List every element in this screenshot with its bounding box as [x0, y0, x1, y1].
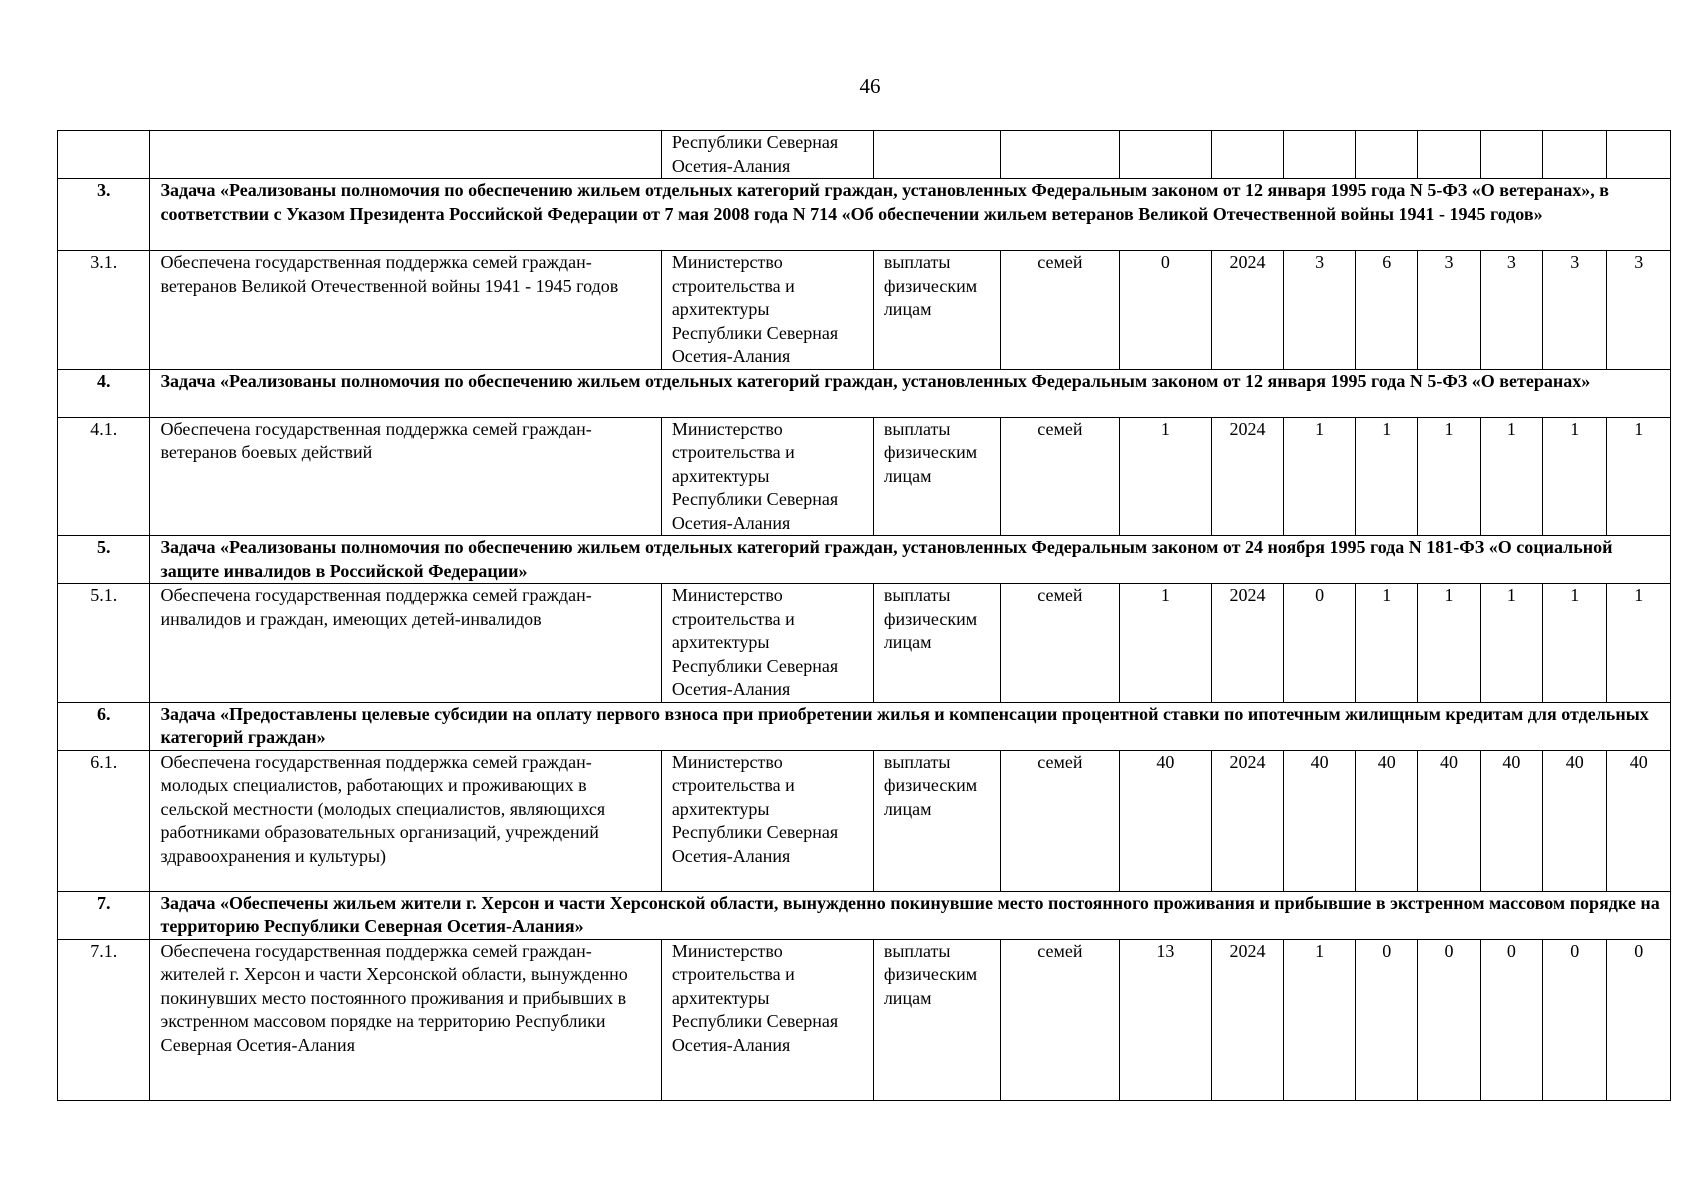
- row-number: 5.1.: [58, 584, 150, 703]
- task-text: Задача «Реализованы полномочия по обеспечению жильем отдельных категорий граждан, установленных Федеральным законом от 24 ноября 1995 года N 181-ФЗ «О социальной защите инвалидов в Российской Федерации»: [150, 536, 1671, 584]
- task-number: 3.: [58, 179, 150, 251]
- task-row: [58, 536, 1671, 584]
- row-value: 40: [1356, 750, 1418, 891]
- row-description: Обеспечена государственная поддержка семей граждан-жителей г. Херсон и части Херсонской области, вынужденно покинувших место постоянного проживания и прибывших в экстренном массовом порядке на территорию Республики Северная Осетия-Алания: [150, 939, 661, 1100]
- row-value: [1284, 131, 1356, 179]
- task-row: [58, 702, 1671, 750]
- row-value: 1: [1284, 939, 1356, 1100]
- row-executor: Министерство строительства и архитектуры Республики Северная Осетия-Алания: [661, 750, 873, 891]
- row-base-value: 0: [1120, 251, 1211, 370]
- row-base-year: 2024: [1211, 251, 1284, 370]
- row-value: 6: [1356, 251, 1418, 370]
- indicator-row: [58, 939, 1671, 1100]
- row-value: 1: [1356, 584, 1418, 703]
- row-description: Обеспечена государственная поддержка семей граждан-инвалидов и граждан, имеющих детей-инвалидов: [150, 584, 661, 703]
- row-value: 1: [1543, 417, 1607, 536]
- indicator-row: [58, 750, 1671, 891]
- task-row: [58, 891, 1671, 939]
- row-base-year: 2024: [1211, 417, 1284, 536]
- row-description: Обеспечена государственная поддержка семей граждан-молодых специалистов, работающих и проживающих в сельской местности (молодых специалистов, являющихся работниками образовательных организаций, учреждений здравоохранения и культуры): [150, 750, 661, 891]
- row-type: выплаты физическим лицам: [873, 750, 1000, 891]
- indicators-table: [57, 130, 1671, 1101]
- row-value: 1: [1418, 417, 1480, 536]
- task-text: Задача «Реализованы полномочия по обеспечению жильем отдельных категорий граждан, установленных Федеральным законом от 12 января 1995 года N 5-ФЗ «О ветеранах», в соответствии с Указом Президента Российской Федерации от 7 мая 2008 года N 714 «Об обеспечении жильем ветеранов Великой Отечественной войны 1941 - 1945 годов»: [150, 179, 1671, 251]
- row-value: 40: [1607, 750, 1671, 891]
- row-number: [58, 131, 150, 179]
- row-executor: Республики Северная Осетия-Алания: [661, 131, 873, 179]
- row-value: 40: [1480, 750, 1542, 891]
- row-base-year: 2024: [1211, 939, 1284, 1100]
- row-value: [1607, 131, 1671, 179]
- task-row: [58, 369, 1671, 417]
- row-number: 7.1.: [58, 939, 150, 1100]
- row-value: [1418, 131, 1480, 179]
- row-value: 1: [1480, 417, 1542, 536]
- row-unit: семей: [1000, 939, 1120, 1100]
- row-value: 3: [1607, 251, 1671, 370]
- row-description: [150, 131, 661, 179]
- row-type: выплаты физическим лицам: [873, 584, 1000, 703]
- row-type: выплаты физическим лицам: [873, 417, 1000, 536]
- row-base-value: 1: [1120, 584, 1211, 703]
- row-base-year: 2024: [1211, 584, 1284, 703]
- row-executor: Министерство строительства и архитектуры Республики Северная Осетия-Алания: [661, 939, 873, 1100]
- row-type: выплаты физическим лицам: [873, 251, 1000, 370]
- task-text: Задача «Предоставлены целевые субсидии на оплату первого взноса при приобретении жилья и компенсации процентной ставки по ипотечным жилищным кредитам для отдельных категорий граждан»: [150, 702, 1671, 750]
- task-number: 5.: [58, 536, 150, 584]
- row-value: 0: [1543, 939, 1607, 1100]
- row-type: выплаты физическим лицам: [873, 939, 1000, 1100]
- row-value: 1: [1543, 584, 1607, 703]
- row-executor: Министерство строительства и архитектуры Республики Северная Осетия-Алания: [661, 417, 873, 536]
- row-executor: Министерство строительства и архитектуры Республики Северная Осетия-Алания: [661, 584, 873, 703]
- row-number: 4.1.: [58, 417, 150, 536]
- row-value: 1: [1356, 417, 1418, 536]
- row-unit: семей: [1000, 417, 1120, 536]
- row-description: Обеспечена государственная поддержка семей граждан-ветеранов Великой Отечественной войны 1941 - 1945 годов: [150, 251, 661, 370]
- task-text: Задача «Обеспечены жильем жители г. Херсон и части Херсонской области, вынужденно покинувшие место постоянного проживания и прибывшие в экстренном массовом порядке на территорию Республики Северная Осетия-Алания»: [150, 891, 1671, 939]
- row-number: 3.1.: [58, 251, 150, 370]
- row-value: 40: [1418, 750, 1480, 891]
- indicator-row: [58, 251, 1671, 370]
- row-description: Обеспечена государственная поддержка семей граждан-ветеранов боевых действий: [150, 417, 661, 536]
- row-value: 40: [1284, 750, 1356, 891]
- row-base-year: [1211, 131, 1284, 179]
- row-value: [1480, 131, 1542, 179]
- task-row: [58, 179, 1671, 251]
- row-executor: Министерство строительства и архитектуры Республики Северная Осетия-Алания: [661, 251, 873, 370]
- row-value: 1: [1607, 584, 1671, 703]
- row-value: 0: [1418, 939, 1480, 1100]
- row-type: [873, 131, 1000, 179]
- row-value: 0: [1607, 939, 1671, 1100]
- row-value: 0: [1480, 939, 1542, 1100]
- task-number: 7.: [58, 891, 150, 939]
- task-number: 4.: [58, 369, 150, 417]
- row-base-value: 1: [1120, 417, 1211, 536]
- row-value: 3: [1543, 251, 1607, 370]
- row-value: 3: [1418, 251, 1480, 370]
- row-value: 40: [1543, 750, 1607, 891]
- row-value: 0: [1284, 584, 1356, 703]
- indicator-row: [58, 584, 1671, 703]
- row-value: 3: [1284, 251, 1356, 370]
- row-value: 1: [1418, 584, 1480, 703]
- row-unit: семей: [1000, 584, 1120, 703]
- row-base-value: 40: [1120, 750, 1211, 891]
- row-unit: семей: [1000, 750, 1120, 891]
- row-unit: семей: [1000, 251, 1120, 370]
- row-value: [1356, 131, 1418, 179]
- row-base-year: 2024: [1211, 750, 1284, 891]
- row-value: 3: [1480, 251, 1542, 370]
- row-number: 6.1.: [58, 750, 150, 891]
- row-value: [1543, 131, 1607, 179]
- row-unit: [1000, 131, 1120, 179]
- continuation-row: [58, 131, 1671, 179]
- row-base-value: [1120, 131, 1211, 179]
- task-text: Задача «Реализованы полномочия по обеспечению жильем отдельных категорий граждан, установленных Федеральным законом от 12 января 1995 года N 5-ФЗ «О ветеранах»: [150, 369, 1671, 417]
- task-number: 6.: [58, 702, 150, 750]
- row-value: 0: [1356, 939, 1418, 1100]
- row-value: 1: [1480, 584, 1542, 703]
- row-base-value: 13: [1120, 939, 1211, 1100]
- indicator-row: [58, 417, 1671, 536]
- row-value: 1: [1607, 417, 1671, 536]
- row-value: 1: [1284, 417, 1356, 536]
- page-number: 46: [859, 74, 881, 98]
